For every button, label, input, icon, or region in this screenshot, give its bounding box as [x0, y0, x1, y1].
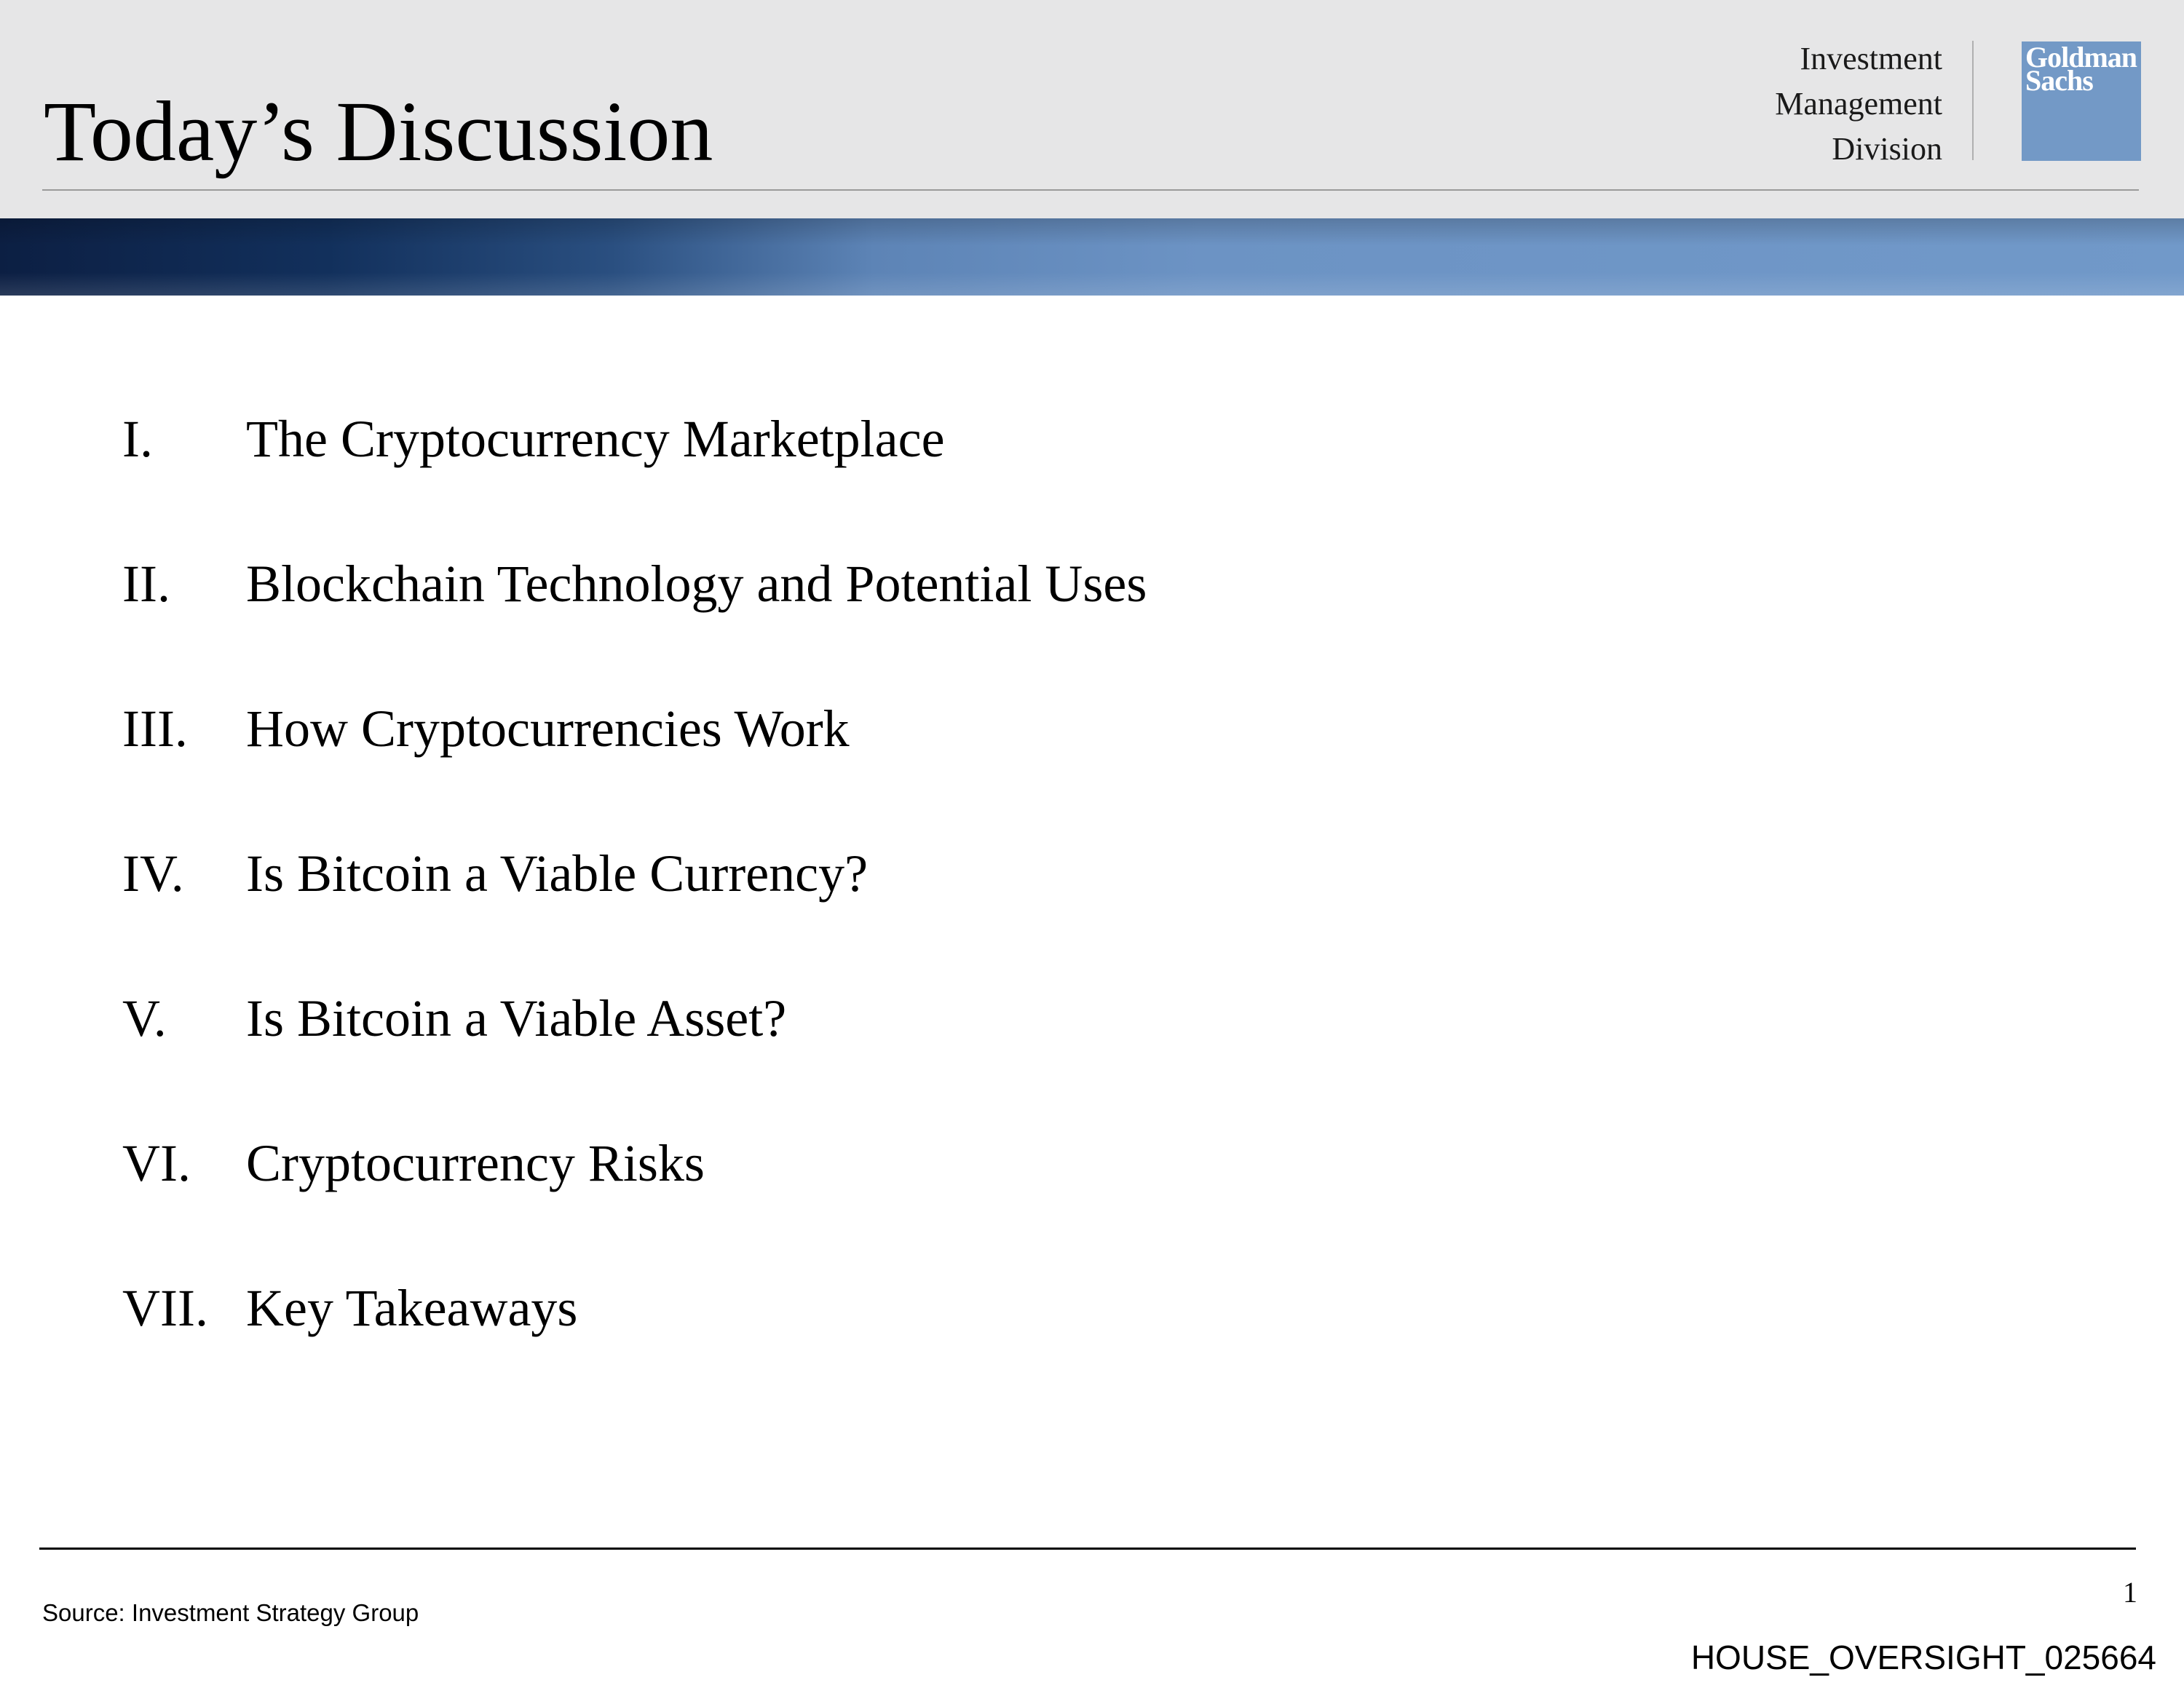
toc-item-text: The Cryptocurrency Marketplace	[246, 410, 945, 468]
toc-item-number: III.	[122, 700, 188, 758]
toc-item-text: Is Bitcoin a Viable Currency?	[246, 844, 869, 903]
division-line-3: Division	[1832, 131, 1942, 167]
bates-number: HOUSE_OVERSIGHT_025664	[1690, 1639, 2156, 1676]
toc-item-number: V.	[122, 989, 167, 1047]
toc-item-number: IV.	[122, 844, 184, 903]
toc-item-text: Is Bitcoin a Viable Asset?	[246, 989, 787, 1047]
logo-line-1: Goldman	[2025, 41, 2137, 74]
toc-item-number: VII.	[122, 1279, 208, 1337]
footer-divider	[39, 1548, 2136, 1550]
slide-title: Today’s Discussion	[44, 84, 713, 179]
toc-item-number: II.	[122, 555, 170, 613]
toc-item-number: I.	[122, 410, 153, 468]
toc-item-text: Key Takeaways	[246, 1279, 578, 1337]
division-line-2: Management	[1775, 86, 1942, 122]
toc-item-number: VI.	[122, 1134, 191, 1192]
page-number: 1	[2123, 1576, 2137, 1609]
division-line-1: Investment	[1800, 41, 1942, 76]
toc-item-text: Cryptocurrency Risks	[246, 1134, 705, 1192]
source-note: Source: Investment Strategy Group	[42, 1599, 419, 1626]
logo-line-2: Sachs	[2025, 64, 2093, 97]
toc-item-text: How Cryptocurrencies Work	[246, 700, 850, 758]
toc-item-text: Blockchain Technology and Potential Uses	[246, 555, 1147, 613]
